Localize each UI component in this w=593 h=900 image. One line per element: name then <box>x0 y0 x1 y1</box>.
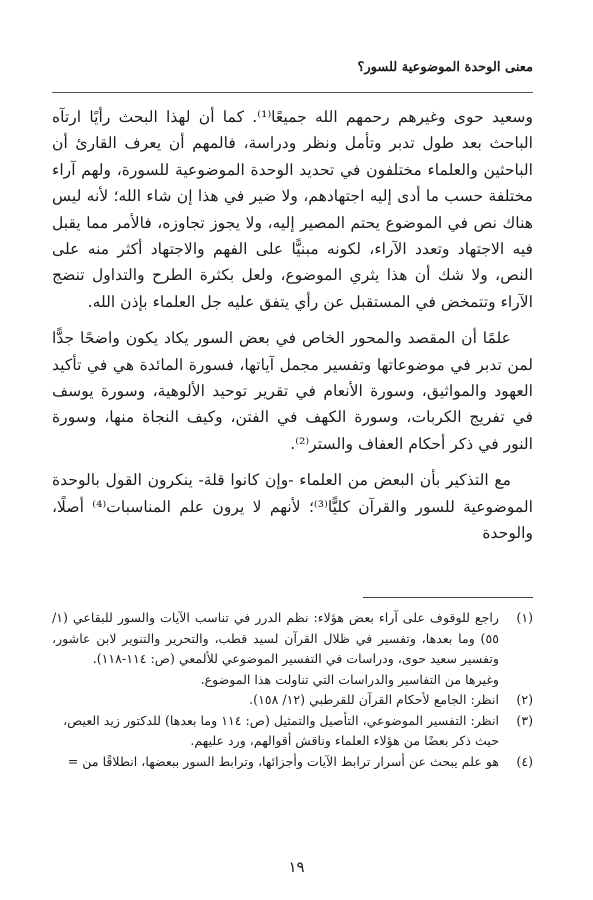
footnotes <box>52 608 533 772</box>
page-number: ١٩ <box>288 858 305 876</box>
footnote-number: (٢) <box>516 692 533 707</box>
footnote-3-continuation: حيث ذكر بعضًا من هؤلاء العلماء وناقش أقوالهم، ورد عليهم. <box>190 733 499 748</box>
footnote-1-continuation: وغيرها من التفاسير والدراسات التي تناولت هذا الموضوع. <box>200 671 499 687</box>
footnote-4 <box>52 752 533 773</box>
body-paragraph-3: مع التذكير بأن البعض من العلماء -وإن كانوا قلة- ينكرون القول بالوحدة الموضوعية للسور والقرآن كليًّا⁽³⁾؛ لأنهم لا يرون علم المناسبات⁽⁴⁾ أصلًا، والوحدة <box>52 471 533 543</box>
header-rule <box>52 92 533 93</box>
body-text <box>52 104 533 547</box>
footnote-text: انظر: الجامع لأحكام القرآن للقرطبي (١٢/ ١٥٨). <box>249 692 499 707</box>
footnote-number: (٤) <box>516 753 533 769</box>
body-paragraph-2: علمًا أن المقصد والمحور الخاص في بعض السور يكاد يكون واضحًا جدًّا لمن تدبر في موضوعاتها وتفسير مجمل آياتها، فسورة المائدة هي في تأكيد العهود والمواثيق، وسورة الأنعام في تقرير توحيد الألوهية، وسورة يوسف في تفريج الكربات، وسورة الكهف في الفتن، وكيف النجاة منها، وسورة النور في ذكر أحكام العفاف والستر⁽²⁾. <box>52 329 533 453</box>
footnote-number: (٣) <box>516 712 533 728</box>
footnote-separator <box>363 597 533 598</box>
footnote-text: انظر: التفسير الموضوعي، التأصيل والتمثيل (ص: ١١٤ وما بعدها) للدكتور زيد العيص، <box>63 712 499 728</box>
footnote-1 <box>52 608 533 670</box>
footnote-3 <box>52 711 533 732</box>
body-paragraph-1: وسعيد حوى وغيرهم رحمهم الله جميعًا⁽¹⁾. كما أن لهذا البحث رأيًا ارتآه الباحث بعد طول تدبر وتأمل ونظر ودراسة، فالمهم أن يعرف القارئ أن الباحثين والعلماء مختلفون في تحديد الوحدة الموضوعية للسورة، ولهم آراء مختلفة حسب ما أدى إليه اجتهادهم، ولا ضير في هذا إن شاء الله؛ لأنه ليس هناك نص في الموضوع يحتم المصير إليه، ولا يجوز تجاوزه، فالأمر مما يقبل فيه الاجتهاد وتعدد الآراء، لكونه مبنيًّا على الفهم والاجتهاد أكثر منه على النص، ولا شك أن هذا يثري الموضوع، ولعل بكثرة الطرح والتداول تنضج الآراء وتتمخض في المستقبل عن رأي يتفق عليه جل العلماء بإذن الله. <box>52 108 533 311</box>
footnote-text: هو علم يبحث عن أسرار ترابط الآيات وأجزائها، وترابط السور ببعضها، انطلاقًا من = <box>67 753 499 769</box>
footnote-2 <box>52 690 533 711</box>
running-header: معنى الوحدة الموضوعية للسور؟ <box>357 60 533 75</box>
footnote-number: (١) <box>516 610 533 625</box>
footnote-text: راجع للوقوف على آراء بعض هؤلاء: نظم الدرر في تناسب الآيات والسور للبقاعي (١/ ٥٥) وما بعدها، وتفسير في ظلال القرآن لسيد قطب، والتحرير والتنوير لابن عاشور، وتفسير سعيد حوى، ودراسات في التفسير الموضوعي للألمعي (ص: ١١٤-١١٨). <box>52 610 499 666</box>
